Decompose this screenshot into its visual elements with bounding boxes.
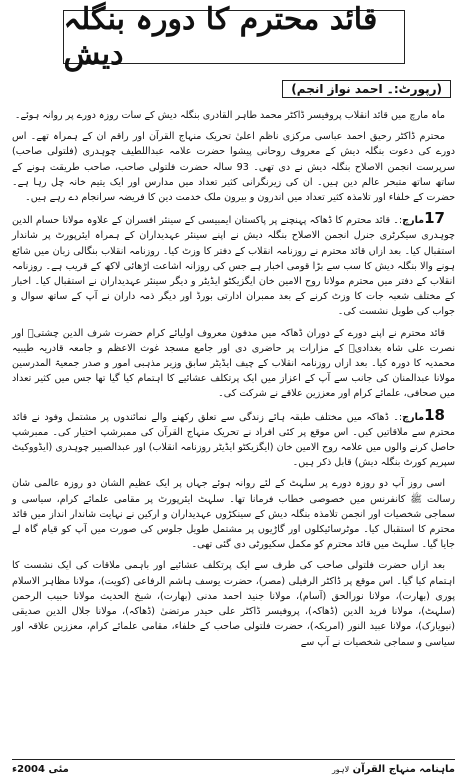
paragraph-text: اسی روز آپ دو روزہ دورے پر سلہٹ کے لئے روانہ ہوئے جہاں پر ایک عظیم الشان دو روزہ عالمی شان رسالت ﷺ کانفرنس میں خصوصی خطاب فرمانا تھا۔ سلہٹ ایئرپورٹ پر مقامی علمائے کرام، سیاسی و سماجی شخصیات اور انجمن تلامذہ بنگلہ دیش کے سینکڑوں عہدیداران و ارکین نے نہایت شاندار انداز میں قائد محترم کا استقبال کیا۔ موٹرسائیکلوں اور گاڑیوں پر مشتمل طویل جلوس کی صورت میں آپ کو قیام گاہ لے جایا گیا۔ سلہٹ میں قائد محترم کو مکمل سکیورٹی دی گئی تھی۔ [12, 478, 455, 551]
reporter-row [12, 78, 455, 98]
footer-magazine-name [332, 764, 455, 775]
paragraph-date-number: 18 [424, 405, 445, 424]
page-footer [12, 759, 455, 778]
article-body [12, 108, 455, 650]
reporter-byline: (رپورٹ:۔ احمد نواز انجم) [282, 80, 451, 98]
paragraph-text: بعد ازاں حضرت فلتولی صاحب کی طرف سے ایک پرتکلف عشائیے اور باہمی ملاقات کی ایک نشست کا اہتمام کیا گیا۔ اس موقع پر ڈاکٹر الرفیلی (مصر)، حضرت یوسف ہاشم الرفاعی (کویت)، مولانا مظاہر الاسلام پوری (بھارت)، مولانا نورالحق (آسام)، مولانا جنید احمد مدنی (بھارت)، شیخ الحدیث مولانا حبیب الرحمن (سلہٹ)، مولانا فرید الدین (ڈھاکہ)، پروفیسر ڈاکٹر علی حیدر مرتضیٰ (ڈھاکہ)، مولانا جلال الدین صدیقی (نیویارک)، مولانا عبید النور (امریکہ)، حضرت فلتولی صاحب کے خلفاء، مقامی علمائے کرام، معززین علاقہ اور سیاسی و سماجی شخصیات نے آپ سے [12, 560, 455, 648]
paragraph-date-month: مارچ [402, 215, 425, 227]
paragraph-date-number: 17 [424, 209, 445, 228]
article-title: قائد محترم کا دورہ بنگلہ دیش [63, 10, 405, 64]
footer-city: لاہور [331, 764, 350, 774]
article-paragraph [12, 476, 455, 552]
article-paragraph [12, 558, 455, 649]
footer-issue-date: مئی 2004ء [12, 763, 69, 775]
footer-magazine-title: ماہنامہ منہاج القرآن [352, 763, 455, 775]
paragraph-text: :۔ ڈھاکہ میں مختلف طبقہ ہائے زندگی سے تعلق رکھنے والے نمائندوں پر مشتمل وفود نے قائد محترم سے ملاقاتیں کیں۔ اس موقع پر کئی افراد نے تحریک منہاج القرآن کی ممبرشپ اختیار کی۔ ممبرشپ حاصل کرنے والوں میں علامہ روح الامین خان (ایگزیکٹو ایڈیٹر روزنامہ انقلاب) اور عبدالصبیر چوہدری (ایڈووکیٹ سپریم کورٹ بنگلہ دیش) قابل ذکر ہیں۔ [12, 411, 455, 469]
paragraph-text: :۔ قائد محترم کا ڈھاکہ پہنچنے پر پاکستان ایمبیسی کے سینئر افسران کے علاوہ مولانا حسام الدین چوہدری سیکرٹری جنرل انجمن الاصلاح بنگلہ دیش نے اپنے سینئر عہدیداران کے ہمراہ ایئرپورٹ پر شاندار استقبال کیا۔ بعد ازاں قائد محترم نے روزنامہ انقلاب کے دفتر کا وزٹ کیا۔ روزنامہ انقلاب بنگالی زبان میں شائع ہونے والا بنگلہ دیش کا سب سے بڑا قومی اخبار ہے جس کی روزانہ اشاعت اڑھائی لاکھ کے قریب ہے۔ روزنامہ انقلاب کے دفتر میں محترم مولانا روح الامین خان ایگزیکٹو ایڈیٹر و دیگر سینئر عہدیداران نے استقبال کیا۔ اخبار کے مختلف شعبہ جات کا وزٹ کرنے کے بعد ممبران ادارتی بورڈ اور دیگر ذمہ داران نے آپ کے ساتھ سوال و جواب کی طویل نشست کی۔ [12, 215, 455, 318]
article-paragraph [12, 129, 455, 205]
paragraph-date-month: مارچ [402, 411, 425, 423]
article-paragraph [12, 211, 455, 319]
article-paragraph [12, 326, 455, 402]
article-paragraph [12, 405, 455, 471]
article-paragraph [12, 108, 455, 123]
paragraph-text: قائد محترم نے اپنے دورے کے دوران ڈھاکہ میں مدفون معروف اولیائے کرام حضرت شرف الدین چشتیؒ اور نصرت علی شاہ بغدادیؒ کے مزارات پر حاضری دی اور جامع مسجد غوث الاعظم و جامعہ قادریہ طیبیہ محمدیہ کا دورہ کیا۔ بعد ازاں روزنامہ انقلاب کے چیف ایڈیٹر سابق وزیر مذہبی امور و صدر جمعیۃ المدرسین مولانا عبدالمنان کی جانب سے آپ کے اعزاز میں ایک پرتکلف عشائیے کا اہتمام کیا گیا تھا جس میں کثیر تعداد میں صحافی، علمائے کرام اور معززین علاقے نے شرکت کی۔ [12, 327, 455, 400]
paragraph-text: ماہ مارچ میں قائد انقلاب پروفیسر ڈاکٹر محمد طاہر القادری بنگلہ دیش کے سات روزہ دورے پر روانہ ہوئے۔ [14, 110, 445, 121]
paragraph-text: محترم ڈاکٹر رحیق احمد عباسی مرکزی ناظم اعلیٰ تحریک منہاج القرآن اور راقم ان کے ہمراہ تھے۔ اس دورے کی دعوت بنگلہ دیش کے معروف روحانی پیشوا حضرت علامہ عبداللطیف چوہدری (فلتولی صاحب) سرپرست انجمن الاصلاح بنگلہ دیش نے دی تھی۔ 93 سالہ حضرت فلتولی صاحب، صاحب طریقت ہونے کے ساتھ ساتھ متبحر عالم دین ہیں۔ ان کی زیرنگرانی کثیر تعداد میں مدارس اور ایک یتیم خانہ چل رہا ہے۔ حضرت کے خلفاء اور تلامذہ کثیر تعداد میں اندرون و بیرون ملک خدمت دین کا فریضہ سرانجام دے رہے ہیں۔ [12, 131, 455, 204]
